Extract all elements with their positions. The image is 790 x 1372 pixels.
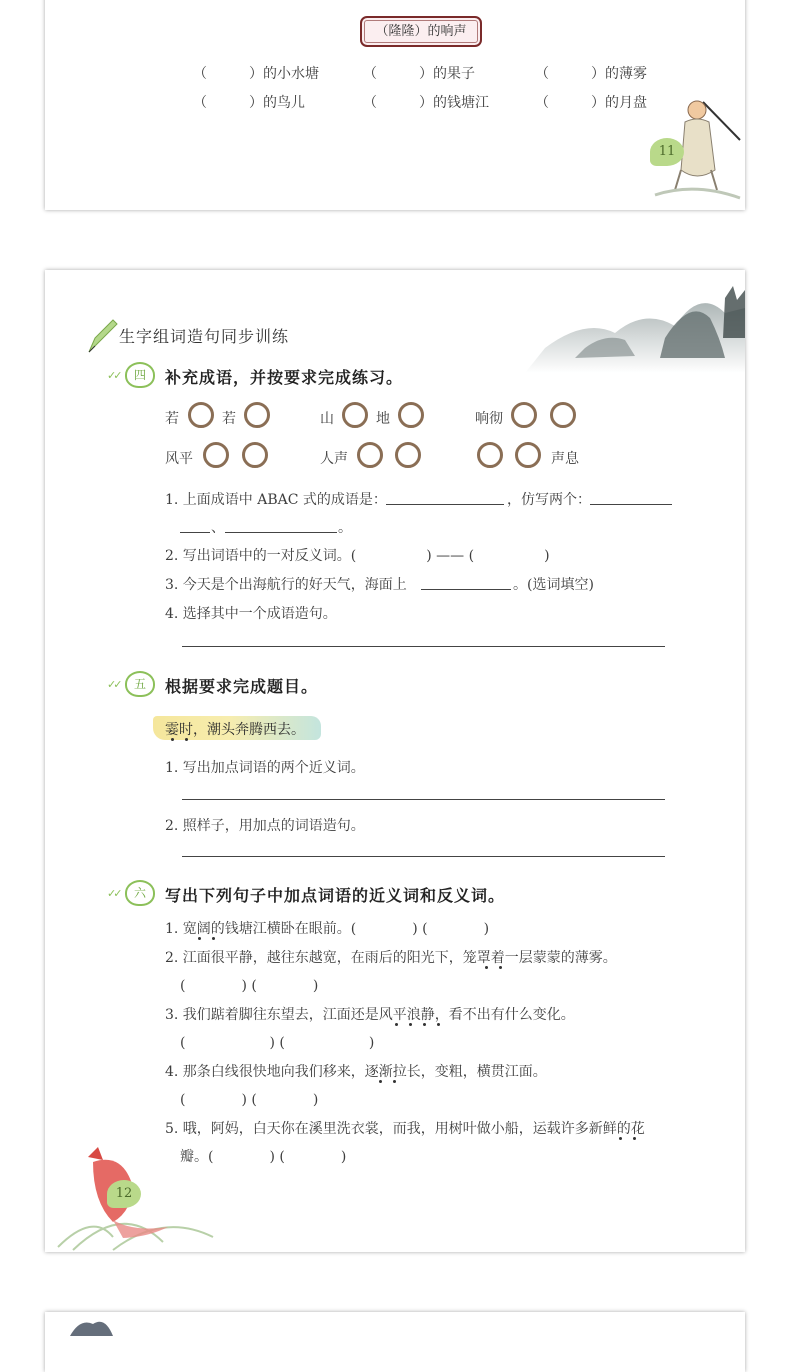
answer-line[interactable] [180, 532, 210, 533]
blank-circle[interactable] [515, 442, 541, 468]
answer-line[interactable] [182, 799, 665, 800]
section-badge: 六 [125, 880, 155, 906]
answer-line[interactable] [421, 589, 511, 590]
emphasis-dot [393, 1080, 396, 1083]
landscape-painting-icon [525, 278, 745, 373]
checkmarks-icon: ✓✓ [107, 887, 120, 900]
tree-illustration-icon [65, 1316, 115, 1336]
section-badge: 五 [125, 671, 155, 697]
page-number-badge: 11 [650, 138, 684, 166]
emphasis-dot [395, 1023, 398, 1026]
emphasis-dot [619, 1137, 622, 1140]
idiom-char: 风平 [165, 451, 193, 467]
emphasis-dot [485, 966, 488, 969]
fill-item: （ ）的薄雾 [535, 66, 647, 82]
question-text: 。(选词填空) [513, 577, 594, 593]
question-text: ( ) ( ) [180, 978, 319, 994]
example-answer-label: （隆隆）的响声 [360, 16, 482, 47]
idiom-char: 若 [222, 411, 236, 427]
emphasis-dot [409, 1023, 412, 1026]
question-text: 1. 上面成语中 ABAC 式的成语是： [165, 492, 387, 508]
question-text: 4. 选择其中一个成语造句。 [165, 606, 337, 622]
emphasis-dot [437, 1023, 440, 1026]
blank-circle[interactable] [188, 402, 214, 428]
blank-circle[interactable] [244, 402, 270, 428]
checkmarks-icon: ✓✓ [107, 369, 120, 382]
blank-circle[interactable] [511, 402, 537, 428]
section-badge: 四 [125, 362, 155, 388]
emphasis-dot [171, 738, 174, 741]
example-sentence: 霎时，潮头奔腾西去。 [165, 722, 305, 738]
page-number-badge: 12 [107, 1180, 141, 1208]
question-text: 3. 今天是个出海航行的好天气，海面上 [165, 577, 407, 593]
question-text: 2. 写出词语中的一对反义词。( ) —— ( ) [165, 548, 550, 564]
emphasis-dot [423, 1023, 426, 1026]
question-text: 1. 写出加点词语的两个近义词。 [165, 760, 365, 776]
workbook-page-13 [45, 1312, 745, 1372]
question-text: 瓣。( ) ( ) [180, 1149, 347, 1165]
idiom-char: 人声 [320, 451, 348, 467]
question-text: 。 [338, 520, 352, 536]
checkmarks-icon: ✓✓ [107, 678, 120, 691]
emphasis-dot [212, 937, 215, 940]
question-text: 4. 那条白线很快地向我们移来，逐渐拉长，变粗，横贯江面。 [165, 1064, 547, 1080]
answer-line[interactable] [182, 856, 665, 857]
fill-item: （ ）的鸟儿 [193, 95, 305, 111]
blank-circle[interactable] [395, 442, 421, 468]
pencil-icon [85, 318, 119, 356]
idiom-char: 山 [320, 411, 334, 427]
question-text: ，仿写两个： [507, 492, 591, 508]
fill-item: （ ）的钱塘江 [363, 95, 489, 111]
answer-line[interactable] [225, 532, 337, 533]
idiom-char: 响彻 [475, 411, 503, 427]
blank-circle[interactable] [550, 402, 576, 428]
section-title: 根据要求完成题目。 [165, 677, 319, 696]
blank-circle[interactable] [203, 442, 229, 468]
blank-circle[interactable] [477, 442, 503, 468]
answer-line[interactable] [386, 504, 504, 505]
workbook-page-11 [45, 0, 745, 210]
question-text: ( ) ( ) [180, 1035, 375, 1051]
question-text: 5. 哦，阿妈，白天你在溪里洗衣裳，而我，用树叶做小船，运载许多新鲜的花 [165, 1121, 645, 1137]
idiom-char: 声息 [551, 451, 579, 467]
answer-line[interactable] [590, 504, 672, 505]
emphasis-dot [379, 1080, 382, 1083]
page-heading: 生字组词造句同步训练 [119, 327, 290, 346]
fill-item: （ ）的小水塘 [193, 66, 319, 82]
emphasis-dot [198, 937, 201, 940]
question-text: 2. 照样子，用加点的词语造句。 [165, 818, 365, 834]
idiom-char: 地 [376, 411, 390, 427]
emphasis-dot [185, 738, 188, 741]
question-text: 、 [211, 520, 225, 536]
section-title: 写出下列句子中加点词语的近义词和反义词。 [165, 886, 506, 905]
blank-circle[interactable] [342, 402, 368, 428]
question-text: 2. 江面很平静，越往东越宽，在雨后的阳光下，笼罩着一层蒙蒙的薄雾。 [165, 950, 617, 966]
fill-item: （ ）的果子 [363, 66, 475, 82]
question-text: 3. 我们踮着脚往东望去，江面还是风平浪静，看不出有什么变化。 [165, 1007, 575, 1023]
blank-circle[interactable] [398, 402, 424, 428]
question-text: 1. 宽阔的钱塘江横卧在眼前。( ) ( ) [165, 921, 490, 937]
emphasis-dot [633, 1137, 636, 1140]
question-text: ( ) ( ) [180, 1092, 319, 1108]
idiom-char: 若 [165, 411, 179, 427]
workbook-page-12 [45, 270, 745, 1252]
fill-item: （ ）的月盘 [535, 95, 647, 111]
answer-line[interactable] [182, 646, 665, 647]
blank-circle[interactable] [242, 442, 268, 468]
emphasis-dot [499, 966, 502, 969]
section-title: 补充成语，并按要求完成练习。 [165, 368, 404, 387]
blank-circle[interactable] [357, 442, 383, 468]
